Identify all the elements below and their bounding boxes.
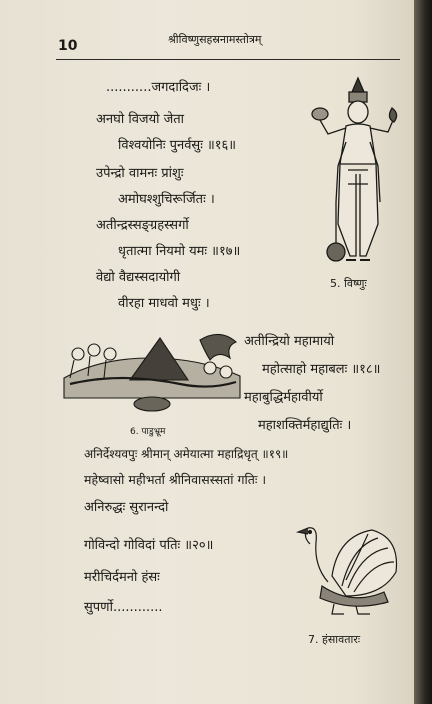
verse-line: महाबुद्धिर्महावीर्यो <box>244 390 323 405</box>
verse-line: अतीन्द्रस्सङ्ग्रहस्सर्गो <box>96 218 189 233</box>
verse-line: अमोघश्शुचिरूर्जितः । <box>118 192 215 207</box>
page-number: 10 <box>58 38 78 54</box>
verse-line: अनघो विजयो जेता <box>96 112 185 127</box>
book-spine-shadow <box>414 0 432 704</box>
verse-line: महाशक्तिर्महाद्युतिः । <box>258 418 352 433</box>
caption-vishnu: 5. विष्णुः <box>330 277 367 290</box>
hamsa-swan-icon <box>292 516 404 616</box>
verse-line: महोत्साहो महाबलः ॥१८॥ <box>262 362 381 377</box>
verse-line: वीरहा माधवो मधुः । <box>118 296 210 311</box>
verse-line: महेष्वासो महीभर्ता श्रीनिवासस्सतां गतिः । <box>84 472 267 487</box>
verse-line: गोविन्दो गोविदां पतिः ॥२०॥ <box>84 538 214 553</box>
verse-line: ...........जगदादिजः । <box>106 80 211 95</box>
verse-line: अनिरुद्धः सुरानन्दो <box>84 500 169 515</box>
verse-line: धृतात्मा नियमो यमः ॥१७॥ <box>118 244 241 259</box>
verse-line: सुपर्णो............ <box>84 600 163 615</box>
page-header-title: श्रीविष्णुसहस्रनामस्तोत्रम् <box>168 33 262 46</box>
verse-line: विश्वयोनिः पुनर्वसुः ॥१६॥ <box>118 138 237 153</box>
verse-line: मरीचिर्दमनो हंसः <box>84 570 160 585</box>
kurma-churning-icon <box>60 328 246 414</box>
header-rule <box>56 59 400 60</box>
caption-kurma: 6. पाडुभ्रूम <box>130 427 166 437</box>
vishnu-icon <box>306 74 410 274</box>
caption-hamsa: 7. हंसावतारः <box>308 633 361 646</box>
verse-line: अनिर्देश्यवपुः श्रीमान् अमेयात्मा महाद्रिधृत् ॥१९॥ <box>84 447 289 461</box>
verse-line: अतीन्द्रियो महामायो <box>244 334 335 349</box>
verse-line: उपेन्द्रो वामनः प्रांशुः <box>96 166 184 181</box>
verse-line: वेद्यो वैद्यस्सदायोगी <box>96 270 181 285</box>
